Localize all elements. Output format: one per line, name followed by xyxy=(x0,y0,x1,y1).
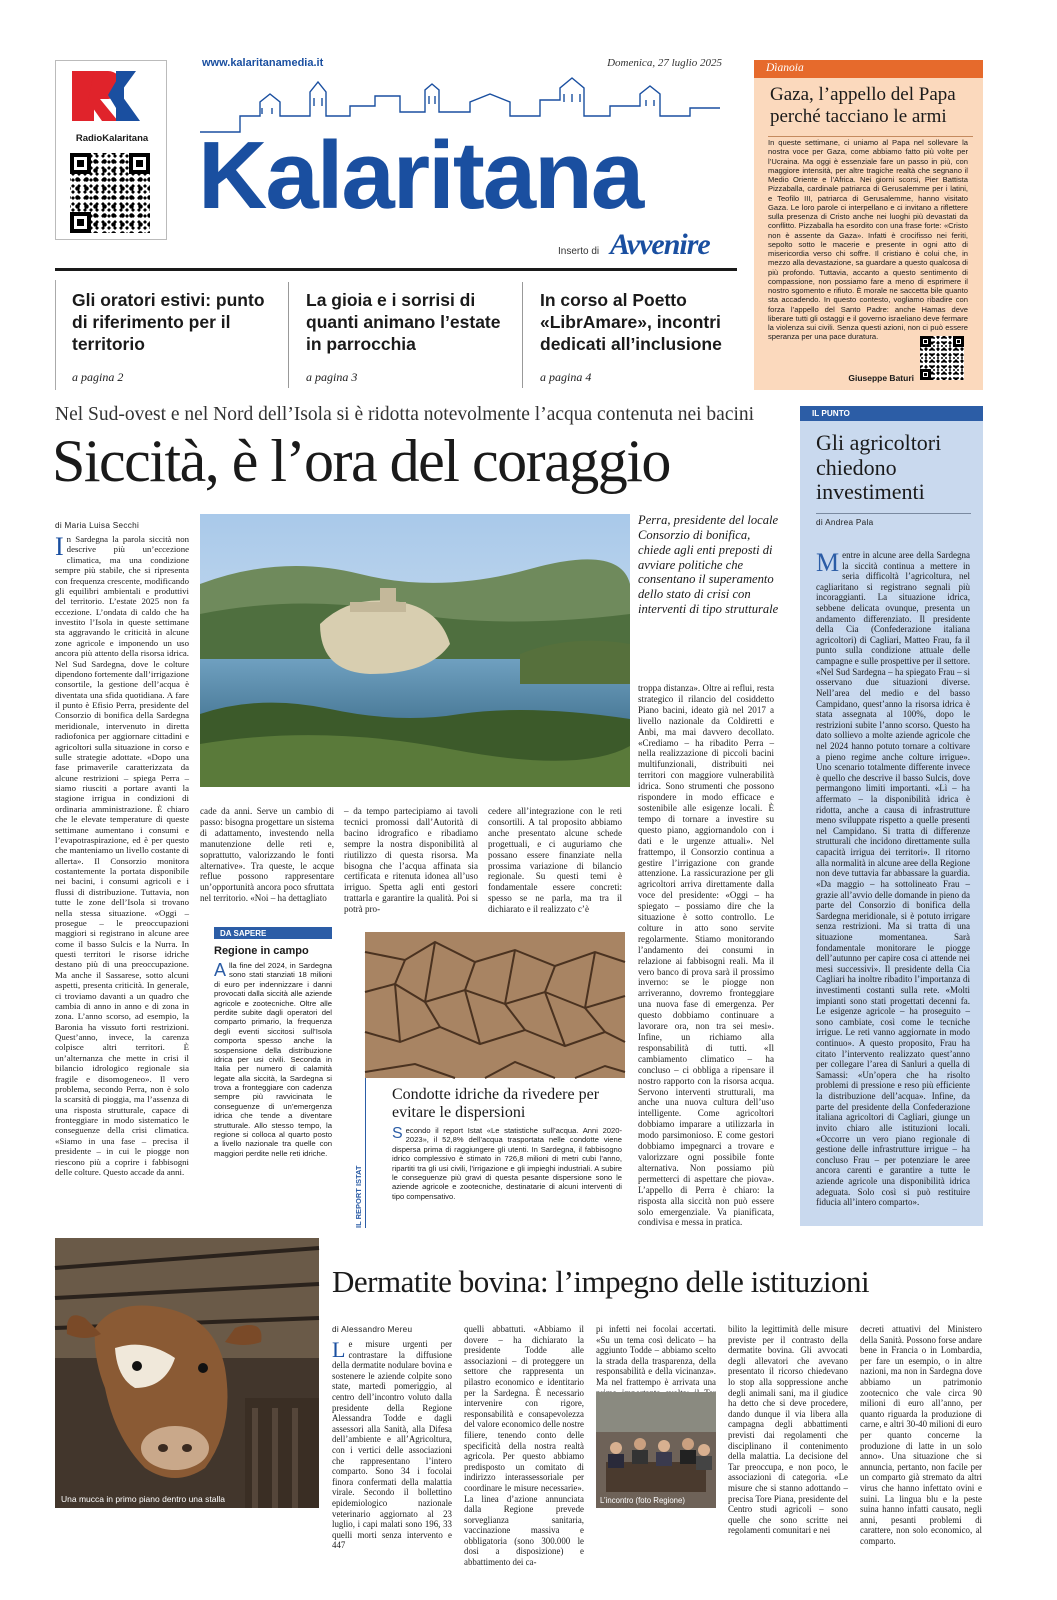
teaser-title: La gioia e i sorrisi di quanti animano l’estate in parrocchia xyxy=(306,290,501,354)
main-kicker: Nel Sud-ovest e nel Nord dell’Isola si è ridotta notevolmente l’acqua contenuta nei bacini xyxy=(55,404,755,425)
issue-date: Domenica, 27 luglio 2025 xyxy=(607,57,722,69)
sidebox-title: Regione in campo xyxy=(214,945,309,957)
main-byline: di Maria Luisa Secchi xyxy=(55,521,140,530)
teaser-divider xyxy=(522,282,523,388)
bottom-headline: Dermatite bovina: l’impegno delle istituzioni xyxy=(332,1264,870,1299)
website-link[interactable]: www.kalaritanamedia.it xyxy=(202,57,324,69)
bottom-col-5: decreti attuativi del Ministero della Sanità. Possono forse andare bene in Francia o in Lombardia, per fare un esempio, o in altre nazioni, ma non in Sardegna dove abbiamo un patrimonio zootecnico che vale circa 90 milioni di euro all’anno, per quanto riguarda la produzione di carne, e altri 30-40 milioni di euro per quanto concerne la produzione di latte in un solo anno». Una situazione che si annuncia, pertanto, non facile per un comparto già stremato da altri virus che hanno infettato ovini e suini. La lingua blu e la peste suina hanno infatti causato, negli anni, pesanti problemi di carattere, non solo economico, al comparto. xyxy=(860,1324,982,1546)
avvenire-logo: Avvenire xyxy=(610,228,710,261)
main-col-3: – da tempo partecipiamo ai tavoli tecnici promossi dall’Autorità di bacino idrografico e ribadiamo sempre la nostra disponibilità al riutilizzo di questa risorsa. Ma bisogna che l’acqua affinata sia certificata e ritenuta idonea all’uso irriguo. Spetta agli enti gestori trattarla e garantire la qualità. Poi si potrà pro- xyxy=(344,806,478,915)
point-box xyxy=(800,406,983,1226)
main-col-1 xyxy=(55,534,189,1226)
point-body: Mentre in alcune aree della Sardegna la siccità continua a mettere in seria difficoltà l’agricoltura, nel cagliaritano si registrano segnali più incoraggianti. La situazione idrica, sebbene delicata ovunque, presenta un andamento differenziato. Il presidente della Cia (Confederazione italiana agricoltori) di Cagliari, Matteo Frau, fa il punto sulla condizione attuale delle campagne e sulle prospettive per il settore. «Nel Sud Sardegna – ha spiegato Frau – si osservano due situazioni diverse. Nell’area del medio e del basso Campidano, quest’anno la risorsa idrica è stata assegnata al 100%, dopo le restrizioni subite l’anno scorso. Questo ha dato sollievo a molte aziende agricole che nel 2024 hanno potuto tornare a coltivare a pieno regime anche colture irrigue». Uno scenario totalmente differente invece è quello che descrive il basso Sulcis, dove permangono limiti importanti. «Lì – ha affermato – la disponibilità idrica è ridotta, anche a causa di infrastrutture meno sviluppate rispetto a quelle presenti nel Campidano. Si tratta di differenze strutturali che incidono direttamente sulla capacità irrigua dei territori». Il ritorno alla normalità in alcune aree della Regione non deve tuttavia far abbassare la guardia. «Da maggio – ha sottolineato Frau – grazie all’avvio delle domande in pieno da parte del Consorzio di bonifica della Sardegna meridionale, si è potuto irrigare senza restrizioni. Ma si tratta di una situazione momentanea. Sarà fondamentale monitorare le piogge dell’autunno per capire cosa ci attende nei mesi successivi». Il presidente della Cia Cagliari ha inoltre ribadito l’importanza di investimenti costanti sulla rete. «Molti impianti sono stati progettati decenni fa. Le esigenze agricole – ha proseguito – sono cambiate, così come le tecniche irrigue. Le reti vanno aggiornate in modo continuo». A questo proposito, Frau ha citato l’intervento realizzato quest’anno per collegare l’area di Sanluri a quella di Samassi: «Un’opera che ha risolto problemi di pressione e reso più efficiente la distribuzione dell’acqua». Infine, da parte del presidente della Confederazione italiana agricoltori di Cagliari, giunge un invito chiaro alle istituzioni locali. «Occorre un vero piano regionale di gestione delle infrastrutture irrigue – ha concluso Frau – per potenziare le aree ancora carenti e garantire a tutte le aziende agricole una disponibilità idrica adeguata. Solo così si può restituire fiducia all’intero comparto». xyxy=(816,548,970,1208)
sidebox-body-text: lla fine del 2024, in Sardegna sono stati stanziati 18 milioni di euro per indennizzare i danni provocati dalla siccità alle aziende agricole e zootecniche. Oltre alle perdite subite dagli operatori del comparto primario, la frequenza degli eventi siccitosi sull’Isola comporta spesso anche la sospensione della distribuzione idrica per usi civili. Seconda in Italia per numero di calamità legate alla siccità, la Sardegna si trova a fronteggiare con cadenza sempre più ravvicinata le conseguenze di un’emergenza idrica che tende a diventare strutturale. Allo stesso tempo, la regione si colloca al quarto posto a livello nazionale tra quelle con maggiori perdite nelle reti idriche. xyxy=(214,961,332,1158)
main-col-1-text: n Sardegna la parola siccità non descrive più un’eccezione climatica, ma una condizione sempre più stabile, che si ripresenta con frequenza crescente, modificando gli equilibri ambientali e produttivi del territorio. L’estate 2025 non fa eccezione. L’ondata di caldo che ha investito l’Isola in queste settimane sta aggravando le criticità in alcune zone agricole e imponendo un uso ancora più attento della risorsa idrica. Nel Sud Sardegna, dove le colture dipendono fortemente dall’irrigazione consortile, la gestione dell’acqua è diventata una sfida quotidiana. A fare il punto è Efisio Perra, presidente del Consorzio di bonifica della Sardegna meridionale, intervenuto in diretta radiofonica per aggiornare cittadini e agricoltori sulla situazione in corso e sulle strategie adottate. «Dopo una fase primaverile caratterizzata da alcune restrizioni – spiega Perra – siamo riusciti a portare avanti la stagione irrigua in condizioni di ordinaria amministrazione. È chiaro che le elevate temperature di queste settimane aumentano i consumi e l’evapotraspirazione, ed è per questo che manteniamo un livello costante di allerta». Il Consorzio monitora costantemente la portata disponibile nei bacini, i consumi agricoli e i flussi di distribuzione. Tuttavia, non tutte le zone dell’Isola si trovano nella stessa situazione. «Oggi – prosegue – le preoccupazioni maggiori si registrano in alcune aree come il basso Sulcis e la Nurra. In questi territori le risorse idriche destano più di una preoccupazione. Ma anche il Sassarese, sotto alcuni aspetti, presenta criticità. In generale, ci troviamo davanti a un quadro che cambia di anno in anno e di zona in zona. L’anno scorso, ad esempio, la Baronia ha vissuto forti restrizioni. Quest’anno, invece, la carenza colpisce altri territori. È un’alternanza che mette in crisi il bilancio idrologico regionale sia fragile e disomogeneo». Il vero problema, secondo Perra, non è solo la scarsità di pioggia, ma l’assenza di una risposta strutturale, capace di fronteggiare in modo sistematico le conseguenze della crisi climatica. «Siamo in una fase – precisa il presidente – in cui le piogge non riescono più a coprire i fabbisogni delle colture. Questo accade da anni. xyxy=(55,534,189,1177)
drop-cap: I xyxy=(55,532,64,561)
main-col-4: cedere all’integrazione con le reti consortili. A tal proposito abbiamo anche presentato alcune schede progettuali, e ci auguriamo che possano essere finanziate nella prossima variazione di bilancio regionale. Su questi temi è fondamentale essere concreti: spesso se ne parla, ma tra il dichiarato e il realizzato c’è xyxy=(488,806,622,915)
bottom-col-1-text: e misure urgenti per contrastare la diffusione della dermatite nodulare bovina e sostenere le aziende colpite sono state, martedì pomeriggio, al centro dell’incontro voluto dalla presidente della Regione Alessandra Todde e dagli assessori alla Sanità, alla Difesa dell’ambiente e all’Agricoltura, con i vertici delle associazioni che rappresentano l’intero comparto. Sono 34 i focolai finora confermati della malattia virale. Secondo il bollettino epidemiologico nazionale veterinario aggiornato al 23 luglio, i capi malati sono 196, 33 quelli morti senza intervento e 447 xyxy=(332,1339,452,1551)
point-byline: di Andrea Pala xyxy=(816,517,874,527)
point-title: Gli agricoltori chiedono investimenti xyxy=(816,430,942,505)
istat-body: Secondo il report Istat «Le statistiche sull’acqua. Anni 2020-2023», il 52,8% dell’acqua trasportata nelle condotte viene dispersa prima di raggiungere gli utenti. In Sardegna, il fabbisogno idrico complessivo è stimato in 726,8 milioni di metri cubi l’anno, ripartiti tra gli usi civili, l’irrigazione e gli impieghi industriali. A subire le conseguenze più gravi di questa pesante dispersione sono le aziende agricole e zootecniche, destinatarie di alcuni interventi di tipo compensativo. xyxy=(392,1125,622,1201)
teaser-2[interactable] xyxy=(290,280,520,390)
pullquote: Perra, presidente del locale Consorzio di bonifica, chiede agli enti preposti di avviare politiche che consentano il superamento dello stato di crisi con interventi di tipo strutturale xyxy=(638,513,779,617)
main-headline: Siccità, è l’ora del coraggio xyxy=(52,428,670,494)
masthead-title: Kalaritana xyxy=(198,122,643,229)
teaser-page: a pagina 4 xyxy=(540,370,592,384)
photo-caption: Una mucca in primo piano dentro una stalla xyxy=(61,1494,225,1504)
istat-body-text: econdo il report Istat «Le statistiche sull’acqua. Anni 2020-2023», il 52,8% dell’acqua trasportata nelle condotte viene dispersa prima di raggiungere gli utenti. In Sardegna, il fabbisogno idrico complessivo è stimato in 726,8 milioni di metri cubi l’anno, ripartiti tra gli usi civili, l’irrigazione e gli impieghi industriali. A subire le conseguenze più gravi di questa pesante dispersione sono le aziende agricole e zootecniche, destinatarie di alcuni interventi di tipo compensativo. xyxy=(392,1126,622,1201)
editorial-title: Gaza, l’appello del Papa perché tacciano le armi xyxy=(770,84,956,127)
photo2-caption: L’incontro (foto Regione) xyxy=(600,1496,685,1505)
sidebox xyxy=(214,927,332,1227)
teaser-divider xyxy=(288,282,289,388)
teaser-title: Gli oratori estivi: punto di riferimento per il territorio xyxy=(72,290,265,354)
point-kicker: IL PUNTO xyxy=(800,406,983,421)
lake-photo xyxy=(200,514,630,787)
bottom-col-3: pi infetti nei focolai accertati. «Su un tema così delicato – ha aggiunto Todde – abbiamo scelto la strada della trasparenza, della responsabilità e della vicinanza». Ma nel frattempo è arrivata una xyxy=(596,1324,716,1387)
bottom-col-1: Le misure urgenti per contrastare la diffusione della dermatite nodulare bovina e sostenere le aziende colpite sono state, martedì pomeriggio, al centro dell’incontro voluto dalla presidente della Regione Alessandra Todde e dagli assessori alla Sanità, alla Difesa dell’ambiente e all’Agricoltura, con i vertici delle associazioni che rappresentano l’intero comparto. Sono 34 i focolai finora confermati della malattia virale. Secondo il bollettino epidemiologico nazionale veterinario aggiornato al 23 luglio, i capi malati sono 196, 33 quelli morti senza intervento e 447 xyxy=(332,1337,452,1551)
teaser-3[interactable] xyxy=(524,280,738,390)
bottom-byline: di Alessandro Mereu xyxy=(332,1325,413,1334)
sidebox-body: Alla fine del 2024, in Sardegna sono stati stanziati 18 milioni di euro per indennizzare i danni provocati dalla siccità alle aziende agricole e zootecniche. Oltre alle perdite subite dagli operatori del comparto primario, la frequenza degli eventi siccitosi sull’Isola comporta spesso anche la sospensione della distribuzione idrica per usi civili. Seconda in Italia per numero di calamità legate alla siccità, la Sardegna si trova a fronteggiare con cadenza sempre più ravvicinata le conseguenze di un’emergenza idrica che tende a diventare strutturale. Allo stesso tempo, la regione si colloca al quarto posto a livello nazionale tra quelle con maggiori perdite nelle reti idriche. xyxy=(214,960,332,1158)
editorial-box xyxy=(754,60,983,390)
logo-box xyxy=(55,60,167,240)
main-col-4b: troppa distanza». Oltre ai reflui, resta strategico il rilancio del cosiddetto Piano bacini, ideato già nel 2017 a livello nazionale da Coldiretti e Anbi, ma mai davvero decollato. «Crediamo – ha ribadito Perra – nella realizzazione di piccoli bacini multifunzionali, distribuiti nei territori con maggiore vulnerabilità idrica. Sono strumenti che possono rispondere in modo efficace e sostenibile alle esigenze locali. È tempo di tornare a investire su questo piano, aggiornandolo con i dati e le urgenze attuali». Nel frattempo, il Consorzio continua a gestire l’irrigazione con grande attenzione. La rassicurazione per gli agricoltori arriva direttamente dalla voce del presidente: «Oggi – ha spiegato – possiamo dire che la situazione è sotto controllo. Le colture in atto sono servite regolarmente. Stiamo monitorando l’andamento dei consumi in relazione ai fabbisogni reali. Ma il vero banco di prova sarà il prossimo inverno: se le piogge non arriveranno, dovremo fronteggiare una nuova fase di emergenza. Per questo dobbiamo continuare a lavorare ora, non tra sei mesi». Infine, un richiamo alla responsabilità di tutti. «Il cambiamento climatico – ha concluso – ci obbliga a ripensare il nostro rapporto con la risorsa acqua. Servono interventi strutturali, ma anche una nuova cultura dell’uso intelligente. Come agricoltori dobbiamo imparare a utilizzarla in modo parsimonioso. E come gestori dobbiamo impegnarci a trovare e valorizzare ogni possibile fonte alternativa. Non possiamo più permetterci di aspettare che piova». L’appello di Perra è chiaro: la risposta alla siccità non può essere solo emergenziale. Va pianificata, condivisa e messa in pratica. xyxy=(638,683,774,1228)
editorial-body: In queste settimane, ci uniamo al Papa nel sollevare la nostra voce per Gaza, come abbiamo fatto più volte per l’Ucraina. Ma oggi è essenziale fare un passo in più, con maggiore intensità, per altre tragiche realtà che segnano il Medio Oriente e l’Africa. Nei giorni scorsi, Pier Battista Pizzaballa, cardinale patriarca di Gerusalemme per i latini, e Teofilo III, patriarca di Gerusalemme, hanno visitato Gaza. Le loro parole ci interpellano e ci invitano a riflettere sulla presenza di Cristo anche nei luoghi più devastati da conflitto. Pizzaballa ha esordito con una frase forte: «Cristo non è assente da Gaza». Infatti è crocifisso nei feriti, sepolto sotto le macerie e presente in ogni atto di misericordia verso chi soffre. Il cristiano è colui che, in mezzo alla devastazione, sa guardare a questo qualcosa di più profondo. Tuttavia, accanto a questo sentimento di compassione, non possiamo fare a meno di esprimere il nostro sgomento e rifiuto. È morale ne saccetta bile quanto sta accadendo. In questo contesto, vogliamo ribadire con forza l’appello del Santo Padre: anche Hamas deve liberare tutti gli ostaggi e il governo israeliano deve fermare la violenza sui civili. Senza questi azioni, non ci può essere speranza per una pace duratura. xyxy=(768,138,968,342)
teaser-title: In corso al Poetto «LibrAmare», incontri dedicati all’inclusione xyxy=(540,290,722,354)
teaser-page: a pagina 3 xyxy=(306,370,358,384)
editorial-kicker: Dìanoia xyxy=(754,60,983,78)
bottom-col-2: quelli abbattuti. «Abbiamo il dovere – ha dichiarato la presidente Todde alle associazioni – di proteggere un settore che rappresenta un pilastro economico e identitario per la Sardegna. È necessario intervenire con rigore, responsabilità e consapevolezza del valore economico delle nostre filiere, tenendo conto delle specificità della nostra realtà agricola. Per questo abbiamo predisposto un comitato di indirizzo interassessoriale per coordinare le misure necessarie». La linea d’azione annunciata dalla Regione prevede sorveglianza sanitaria, vaccinazione massiva e obbligatoria (sono 300.000 le dosi a disposizione) e abbattimento dei ca- xyxy=(464,1324,584,1568)
header-rule xyxy=(55,268,737,271)
teaser-page: a pagina 2 xyxy=(72,370,124,384)
istat-title: Condotte idriche da rivedere per evitare le dispersioni xyxy=(392,1086,600,1122)
istat-side-label: IL REPORT ISTAT xyxy=(354,1165,363,1228)
point-body-text: entre in alcune aree della Sardegna la siccità continua a mettere in seria difficoltà l’agricoltura, nel cagliaritano si registrano segnali più incoraggianti. La situazione idrica, sebbene delicata ovunque, presenta un andamento differenziato. Il presidente della Cia (Confederazione italiana agricoltori) di Cagliari, Matteo Frau, fa il punto sulla condizione attuale delle campagne e sulle prospettive per il settore. «Nel Sud Sardegna – ha spiegato Frau – si osservano due situazioni diverse. Nell’area del medio e del basso Campidano, quest’anno la risorsa idrica è stata assegnata al 100%, dopo le restrizioni subite l’anno scorso. Questo ha dato sollievo a molte aziende agricole che nel 2024 hanno potuto tornare a coltivare a pieno regime anche colture irrigue». Uno scenario totalmente differente invece è quello che descrive il basso Sulcis, dove permangono limiti importanti. «Lì – ha affermato – la disponibilità idrica è ridotta, anche a causa di infrastrutture meno sviluppate rispetto a quelle presenti nel Campidano. Si tratta di differenze strutturali che incidono direttamente sulla capacità irrigua dei territori». Il ritorno alla normalità in alcune aree della Regione non deve tuttavia far abbassare la guardia. «Da maggio – ha sottolineato Frau – grazie all’avvio delle domande in pieno da parte del Consorzio di bonifica della Sardegna meridionale, si è potuto irrigare senza restrizioni. Ma si tratta di una situazione momentanea. Sarà fondamentale monitorare le piogge dell’autunno per capire cosa ci attende nei mesi successivi». Il presidente della Cia Cagliari ha inoltre ribadito l’importanza di investimenti costanti sulla rete. «Molti impianti sono stati progettati decenni fa. Le esigenze agricole – ha proseguito – sono cambiate, così come le tecniche irrigue. Le reti vanno aggiornate in modo continuo». A questo proposito, Frau ha citato l’intervento realizzato quest’anno per collegare l’area di Sanluri a quella di Samassi: «Un’opera che ha risolto problemi di pressione e reso più efficiente la distribuzione dell’acqua». Infine, da parte del presidente della Confederazione italiana agricoltori di Cagliari, giunge un invito chiaro alle istituzioni locali. «Occorre un vero piano regionale di gestione delle infrastrutture irrigue – ha concluso Frau – per potenziare le aree ancora carenti e garantire a tutte le aziende agricole una disponibilità idrica adeguata. Solo così si può restituire fiducia all’intero comparto». xyxy=(816,550,970,1208)
cow-photo xyxy=(55,1238,319,1508)
logo-wordmark: RadioKalaritana xyxy=(75,133,149,144)
editorial-author: Giuseppe Baturi xyxy=(848,373,914,383)
radiokalaritana-logo xyxy=(64,67,158,137)
qr-code-icon xyxy=(920,336,964,380)
meeting-photo xyxy=(596,1392,716,1508)
teaser-1[interactable] xyxy=(55,280,283,390)
drought-photo xyxy=(365,932,625,1078)
main-col-2: cade da anni. Serve un cambio di passo: bisogna progettare un sistema di adattamento, investendo nella manutenzione delle reti e, soprattutto, valorizzando le fonti alternative». Tra queste, le acque reflue possono rappresentare un’opportunità ancora poco sfruttata nel territorio. «Noi – ha dettagliato xyxy=(200,806,334,904)
bottom-col-4: bilito la legittimità delle misure previste per il contrasto della dermatite bovina. Gli avvocati degli allevatori che avevano presentato il ricorso chiedevano lo stop alla soppressione anche degli animali sani, ma il giudice ha detto che si deve procedere, dando dunque il via libera alla campagna degli abbattimenti previsti dai regolamenti che disciplinano il contenimento della malattia. La decisione del Tar preoccupa, e non poco, le associazioni di categoria. «Le misure che si stanno adottando – precisa Tore Piana, presidente del Centro studi agricoli – sono quelle che sono scritte nei regolamenti comunitari e nei xyxy=(728,1324,848,1536)
istat-box xyxy=(354,1078,627,1228)
qr-code-icon xyxy=(70,153,150,233)
sidebox-kicker: DA SAPERE xyxy=(214,927,332,939)
insert-label: Inserto di xyxy=(558,246,600,257)
